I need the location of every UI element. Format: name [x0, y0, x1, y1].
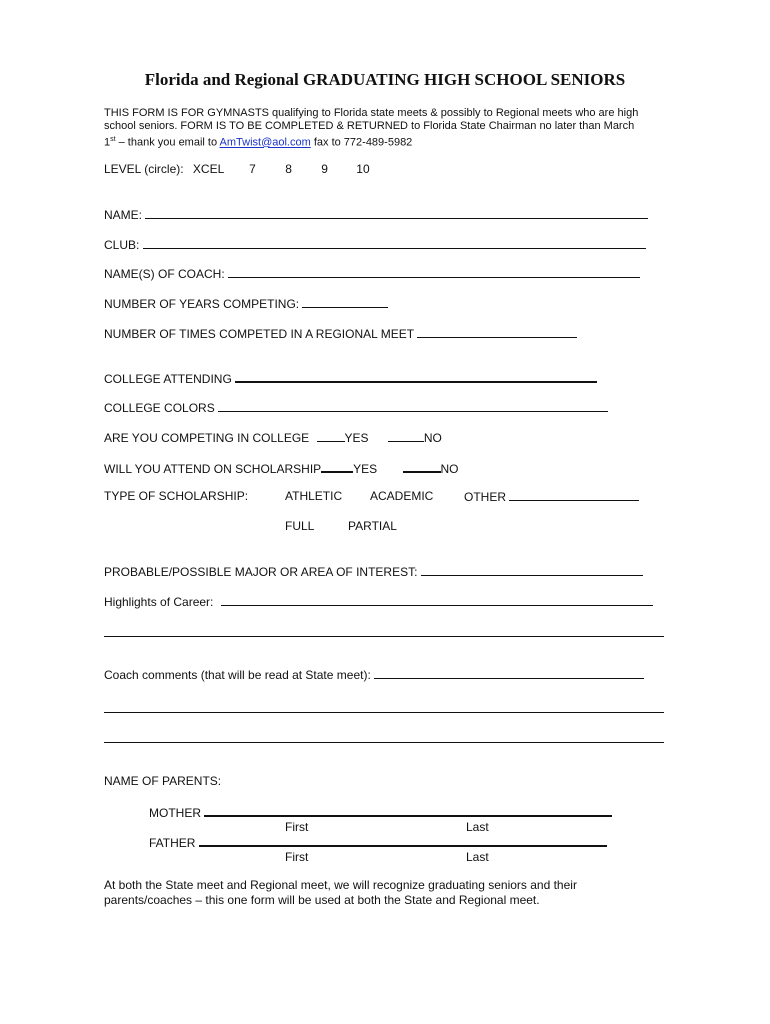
email-link[interactable]: AmTwist@aol.com [219, 136, 311, 149]
scholarship-no-line[interactable] [403, 460, 441, 473]
mother-first-caption: First [285, 820, 309, 834]
scholarship-label: WILL YOU ATTEND ON SCHOLARSHIP [104, 462, 322, 476]
major-row [104, 564, 643, 579]
coach-row [104, 266, 640, 281]
years-row [104, 296, 388, 311]
parents-label: NAME OF PARENTS: [104, 774, 222, 788]
years-input-line[interactable] [302, 296, 388, 308]
competing-row [104, 430, 442, 445]
type-athletic[interactable]: ATHLETIC [285, 489, 343, 503]
father-first-caption: First [285, 850, 309, 864]
club-input-line[interactable] [143, 237, 646, 249]
name-row [104, 207, 648, 222]
competing-label: ARE YOU COMPETING IN COLLEGE [104, 431, 310, 445]
type-partial[interactable]: PARTIAL [348, 519, 397, 533]
major-input-line[interactable] [421, 564, 643, 576]
club-row [104, 237, 646, 252]
coach-comments-label: Coach comments (that will be read at State meet): [104, 668, 371, 682]
intro-date-suffix: st [110, 136, 116, 143]
colors-row [104, 400, 608, 415]
intro-line-2: school seniors. FORM IS TO BE COMPLETED & RETURNED to Florida State Chairman no later than March [104, 120, 635, 132]
closing-line-2: parents/coaches – this one form will be used at both the State and Regional meet. [104, 893, 540, 907]
type-full[interactable]: FULL [285, 519, 315, 533]
regional-label: NUMBER OF TIMES COMPETED IN A REGIONAL MEET [104, 327, 414, 341]
regional-row [104, 326, 577, 341]
competing-yes: YES [344, 431, 369, 445]
competing-no-line[interactable] [388, 430, 424, 442]
coach-comments-row [104, 667, 644, 682]
type-other-row [464, 489, 639, 504]
college-row [104, 370, 597, 386]
level-option-8[interactable]: 8 [285, 162, 292, 176]
mother-row [149, 804, 612, 820]
scholarship-no: NO [440, 462, 459, 476]
competing-no: NO [423, 431, 442, 445]
intro-date-number: 1 [104, 136, 111, 149]
father-label: FATHER [149, 836, 196, 850]
college-label: COLLEGE ATTENDING [104, 372, 232, 386]
coach-label: NAME(S) OF COACH: [104, 267, 225, 281]
highlights-row [104, 594, 653, 609]
type-academic[interactable]: ACADEMIC [370, 489, 434, 503]
closing-note [104, 878, 624, 908]
major-label: PROBABLE/POSSIBLE MAJOR OR AREA OF INTEREST: [104, 565, 418, 579]
level-option-9[interactable]: 9 [321, 162, 328, 176]
level-option-7[interactable]: 7 [249, 162, 256, 176]
level-row [104, 162, 370, 176]
closing-line-1: At both the State meet and Regional meet, we will recognize graduating seniors and their [104, 878, 577, 892]
scholarship-yes: YES [353, 462, 378, 476]
level-option-10[interactable]: 10 [356, 162, 370, 176]
scholarship-yes-line[interactable] [321, 460, 353, 473]
intro-line-1: THIS FORM IS FOR GYMNASTS qualifying to Florida state meets & possibly to Regional meets who are high [104, 107, 639, 119]
club-label: CLUB: [104, 238, 140, 252]
coach-comments-extra-line-1[interactable] [104, 712, 664, 713]
type-other[interactable]: OTHER [464, 490, 506, 504]
regional-input-line[interactable] [417, 326, 577, 338]
coach-input-line[interactable] [228, 266, 640, 278]
competing-yes-line[interactable] [317, 430, 345, 442]
coach-comments-input-line[interactable] [374, 667, 644, 679]
intro-line-3 [104, 133, 664, 150]
mother-input-line[interactable] [204, 804, 612, 817]
father-last-caption: Last [466, 850, 489, 864]
intro-thanks-text: – thank you email to [115, 136, 220, 149]
father-input-line[interactable] [199, 834, 607, 847]
coach-comments-extra-line-2[interactable] [104, 742, 664, 743]
years-label: NUMBER OF YEARS COMPETING: [104, 297, 300, 311]
name-label: NAME: [104, 208, 143, 222]
highlights-label: Highlights of Career: [104, 595, 214, 609]
highlights-input-line[interactable] [221, 594, 653, 606]
scholarship-row [104, 460, 459, 476]
name-input-line[interactable] [145, 207, 648, 219]
highlights-extra-line[interactable] [104, 636, 664, 637]
fax-text: fax to 772-489-5982 [310, 136, 413, 149]
father-row [149, 834, 607, 850]
colors-input-line[interactable] [218, 400, 608, 412]
level-option-xcel[interactable]: XCEL [192, 162, 224, 176]
mother-label: MOTHER [149, 806, 201, 820]
type-label: TYPE OF SCHOLARSHIP: [104, 489, 249, 503]
level-label: LEVEL (circle): [104, 162, 184, 176]
form-title: Florida and Regional GRADUATING HIGH SCHOOL SENIORS [144, 70, 626, 89]
mother-last-caption: Last [466, 820, 489, 834]
intro-text [104, 107, 664, 150]
college-input-line[interactable] [235, 370, 597, 383]
type-row [104, 489, 248, 503]
colors-label: COLLEGE COLORS [104, 401, 215, 415]
type-other-line[interactable] [509, 489, 639, 501]
